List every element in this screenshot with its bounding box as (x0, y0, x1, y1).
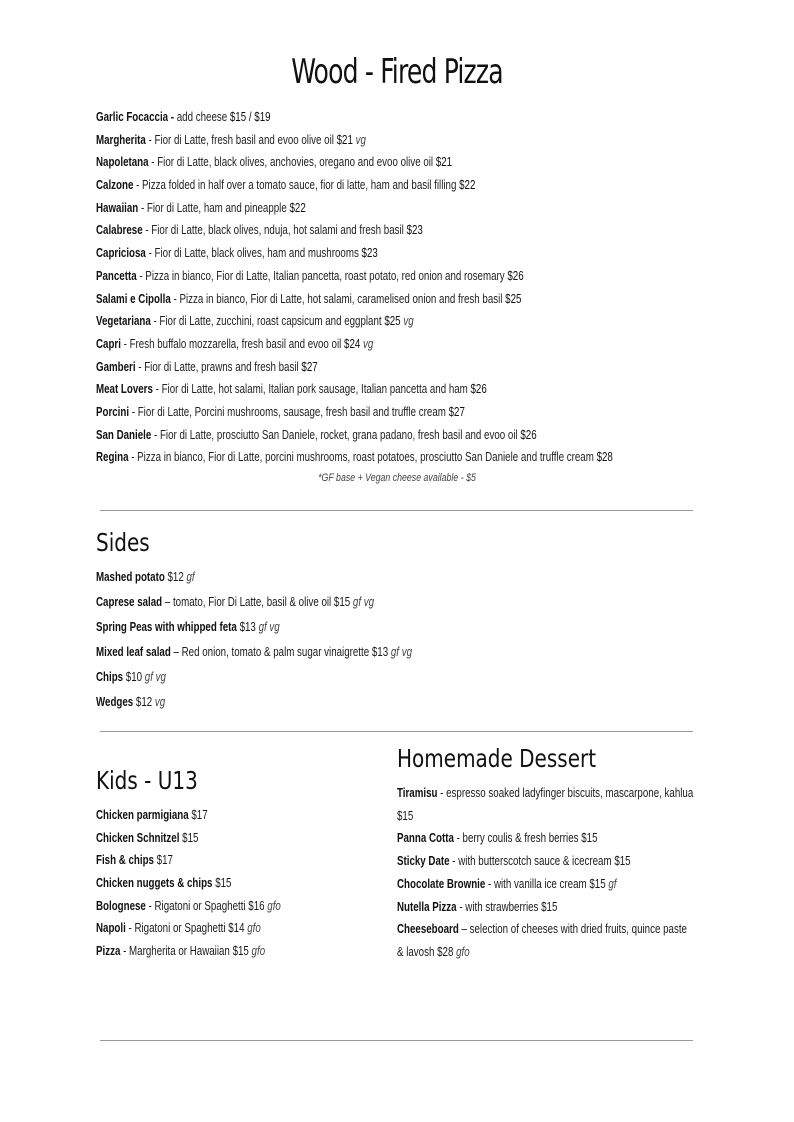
dietary-tag: gf vg (390, 645, 412, 659)
item-name: Calzone (96, 178, 134, 193)
menu-item (96, 333, 715, 356)
dietary-tag: vg (403, 314, 414, 329)
menu-item (96, 174, 715, 197)
item-separator: - (142, 223, 152, 238)
item-description: Fior di Latte, prawns and fresh basil (144, 359, 299, 374)
item-name: Garlic Focaccia (96, 110, 169, 124)
item-name: Napoli (96, 921, 126, 936)
item-description: Fior di Latte, black olives, anchovies, oregano and evoo olive oil (157, 155, 434, 170)
dietary-tag: gf vg (258, 620, 280, 634)
item-price: $23 (403, 223, 423, 238)
item-name: Hawaiian (96, 200, 139, 215)
dietary-tag: gfo (247, 921, 261, 936)
item-name: Capriciosa (96, 246, 146, 261)
menu-item (397, 873, 693, 896)
item-name: Chicken parmigiana (96, 808, 189, 822)
item-description: - Rigatoni or Spaghetti (145, 898, 246, 913)
item-name: Margherita (96, 132, 146, 147)
item-name: Chocolate Brownie (397, 876, 486, 891)
item-name: Calabrese (96, 223, 143, 238)
item-name: Napoletana (96, 155, 149, 170)
menu-item (96, 665, 595, 690)
item-name: Gamberi (96, 359, 136, 374)
item-name: Salami e Cipolla (96, 291, 171, 306)
item-price: $26 (467, 382, 487, 397)
dietary-tag: vg (363, 336, 374, 351)
item-description: – Red onion, tomato & palm sugar vinaigrette (170, 645, 370, 659)
item-name: Chips (96, 670, 124, 684)
item-description: - Margherita or Hawaiian (120, 944, 230, 959)
item-price: $15 (611, 854, 631, 869)
item-name: Bolognese (96, 898, 146, 913)
item-name: Spring Peas with whipped feta (96, 620, 237, 634)
item-price: $26 (504, 268, 524, 283)
item-price: $15 (538, 899, 558, 914)
menu-item (96, 310, 715, 333)
section-divider (100, 731, 693, 732)
item-name: Wedges (96, 695, 134, 709)
item-price: $16 (245, 898, 265, 913)
menu-item (96, 401, 715, 424)
item-description: Pizza in bianco, Fior di Latte, Italian pancetta, roast potato, red onion and rosemary (145, 268, 505, 283)
item-name: Chicken Schnitzel (96, 830, 180, 845)
item-price: $13 (369, 645, 389, 659)
item-price: $13 (236, 620, 256, 634)
dietary-tag: gfo (456, 944, 470, 959)
dessert-section-title: Homemade Dessert (397, 744, 597, 773)
sides-menu-list (96, 565, 596, 715)
item-name: Nutella Pizza (397, 899, 457, 914)
menu-item (96, 378, 715, 401)
item-name: Capri (96, 336, 121, 351)
item-name: Mixed leaf salad (96, 645, 171, 659)
item-name: Pizza (96, 944, 121, 959)
item-price: $17 (153, 853, 173, 868)
menu-item (96, 895, 376, 918)
dietary-tag: gf vg (144, 670, 166, 684)
item-price: $28 (434, 944, 454, 959)
item-price: $14 (225, 921, 245, 936)
menu-item (96, 590, 595, 615)
item-separator: - (138, 200, 147, 215)
item-separator: - (150, 314, 160, 329)
item-description: – selection of cheeses with dried fruits, quince paste & lavosh (397, 922, 687, 959)
item-description: Pizza in bianco, Fior di Latte, porcini mushrooms, roast potatoes, prosciutto San Daniele and truffle cream (137, 450, 594, 465)
item-price: $26 (517, 427, 537, 442)
menu-item (96, 356, 715, 379)
dietary-tag: gf (608, 876, 617, 891)
item-separator: - (152, 382, 162, 397)
item-separator: - (135, 359, 145, 374)
dessert-menu-list (397, 782, 697, 964)
item-description: - with butterscotch sauce & icecream (449, 854, 612, 869)
item-price: $15 (578, 831, 598, 846)
item-price: $21 (333, 132, 353, 147)
item-name: Chicken nuggets & chips (96, 876, 213, 891)
item-name: Caprese salad (96, 595, 163, 609)
menu-item (96, 849, 376, 872)
item-price: $15 (179, 830, 199, 845)
item-separator: - (120, 336, 130, 351)
kids-section-title: Kids - U13 (96, 766, 198, 795)
item-name: Panna Cotta (397, 831, 454, 846)
gf-vegan-note: *GF base + Vegan cheese available - $5 (318, 472, 476, 484)
item-name: Cheeseboard (397, 922, 459, 937)
dietary-tag: gf vg (352, 595, 375, 609)
item-price: $27 (298, 359, 318, 374)
item-price: $12 (164, 570, 184, 584)
item-name: San Daniele (96, 427, 152, 442)
item-price: $25 (502, 291, 522, 306)
menu-item (96, 129, 715, 152)
item-price: $27 (445, 404, 465, 419)
item-separator: - (151, 427, 160, 442)
item-name: Pancetta (96, 268, 137, 283)
menu-item (96, 640, 595, 665)
menu-item (96, 565, 595, 590)
item-price: $17 (188, 808, 208, 822)
item-description: Fior di Latte, Porcini mushrooms, sausage, fresh basil and truffle cream (137, 404, 446, 419)
menu-item (96, 615, 595, 640)
item-price: $21 (433, 155, 453, 170)
item-price: $23 (358, 246, 378, 261)
pizza-section-title: Wood - Fired Pizza (291, 52, 503, 92)
item-price: $22 (286, 200, 306, 215)
item-price: $25 (381, 314, 401, 329)
item-separator: - (168, 110, 177, 124)
item-price: $12 (133, 695, 153, 709)
item-description: Fior di Latte, fresh basil and evoo olive oil (154, 132, 334, 147)
menu-item (96, 446, 715, 469)
item-price: $22 (456, 178, 476, 193)
menu-item (397, 782, 693, 827)
item-separator: - (129, 404, 138, 419)
item-separator: - (136, 268, 146, 283)
menu-item (96, 219, 715, 242)
item-separator: - (170, 291, 180, 306)
item-description: Fior di Latte, ham and pineapple (146, 200, 287, 215)
menu-item (96, 827, 376, 850)
item-description: Fior di Latte, hot salami, Italian pork sausage, Italian pancetta and ham (161, 382, 468, 397)
item-price: $15 (586, 876, 606, 891)
item-price: $10 (123, 670, 143, 684)
item-separator: - (148, 155, 158, 170)
dietary-tag: gfo (267, 898, 281, 913)
menu-item (96, 288, 715, 311)
item-price: $15 (212, 876, 232, 891)
item-price: $15 (229, 944, 249, 959)
item-description: Fresh buffalo mozzarella, fresh basil and evoo oil (129, 336, 342, 351)
item-description: Fior di Latte, black olives, nduja, hot salami and fresh basil (151, 223, 404, 238)
item-description: Fior di Latte, black olives, ham and mushrooms (154, 246, 359, 261)
item-name: Fish & chips (96, 853, 154, 868)
menu-item (96, 151, 715, 174)
menu-item (96, 917, 376, 940)
item-description: - espresso soaked ladyfinger biscuits, mascarpone, kahlua (437, 786, 694, 800)
item-description: - Rigatoni or Spaghetti (125, 921, 226, 936)
menu-item (96, 940, 376, 963)
menu-item (96, 872, 376, 895)
menu-item (96, 197, 715, 220)
item-price: $28 (593, 450, 613, 465)
menu-item (96, 690, 595, 715)
item-description: Fior di Latte, prosciutto San Daniele, rocket, grana padano, fresh basil and evoo oil (159, 427, 518, 442)
item-description: – tomato, Fior Di Latte, basil & olive oil (162, 595, 332, 609)
item-name: Meat Lovers (96, 382, 153, 397)
item-price: $15 / $19 (227, 110, 271, 124)
menu-item (397, 896, 693, 919)
menu-item (96, 424, 715, 447)
menu-item (96, 106, 715, 129)
menu-item (397, 918, 693, 963)
pizza-menu-list (96, 106, 716, 469)
item-name: Mashed potato (96, 570, 165, 584)
item-name: Sticky Date (397, 854, 450, 869)
item-name: Tiramisu (397, 786, 438, 800)
item-price: $24 (341, 336, 361, 351)
menu-item (96, 804, 376, 827)
item-separator: - (145, 246, 155, 261)
item-price: $15 (397, 808, 414, 823)
item-price: $15 (331, 595, 351, 609)
dietary-tag: gf (186, 570, 195, 584)
item-separator: - (128, 450, 138, 465)
section-divider (100, 1040, 693, 1041)
dietary-tag: vg (154, 695, 166, 709)
item-description: Pizza folded in half over a tomato sauce, fior di latte, ham and basil filling (142, 178, 457, 193)
menu-item (397, 827, 693, 850)
item-separator: - (145, 132, 155, 147)
section-divider (100, 510, 693, 511)
item-description: - with vanilla ice cream (485, 876, 587, 891)
menu-item (96, 242, 715, 265)
dietary-tag: vg (355, 132, 366, 147)
kids-menu-list (96, 804, 376, 963)
menu-item (397, 850, 693, 873)
item-name: Porcini (96, 404, 130, 419)
item-name: Vegetariana (96, 314, 151, 329)
item-name: Regina (96, 450, 129, 465)
item-description: - with strawberries (456, 899, 539, 914)
item-description: Fior di Latte, zucchini, roast capsicum and eggplant (159, 314, 382, 329)
sides-section-title: Sides (96, 528, 150, 557)
item-description: - berry coulis & fresh berries (453, 831, 579, 846)
item-separator: - (133, 178, 143, 193)
item-description: add cheese (176, 110, 228, 124)
item-description: Pizza in bianco, Fior di Latte, hot salami, caramelised onion and fresh basil (179, 291, 503, 306)
menu-item (96, 265, 715, 288)
dietary-tag: gfo (251, 944, 266, 959)
